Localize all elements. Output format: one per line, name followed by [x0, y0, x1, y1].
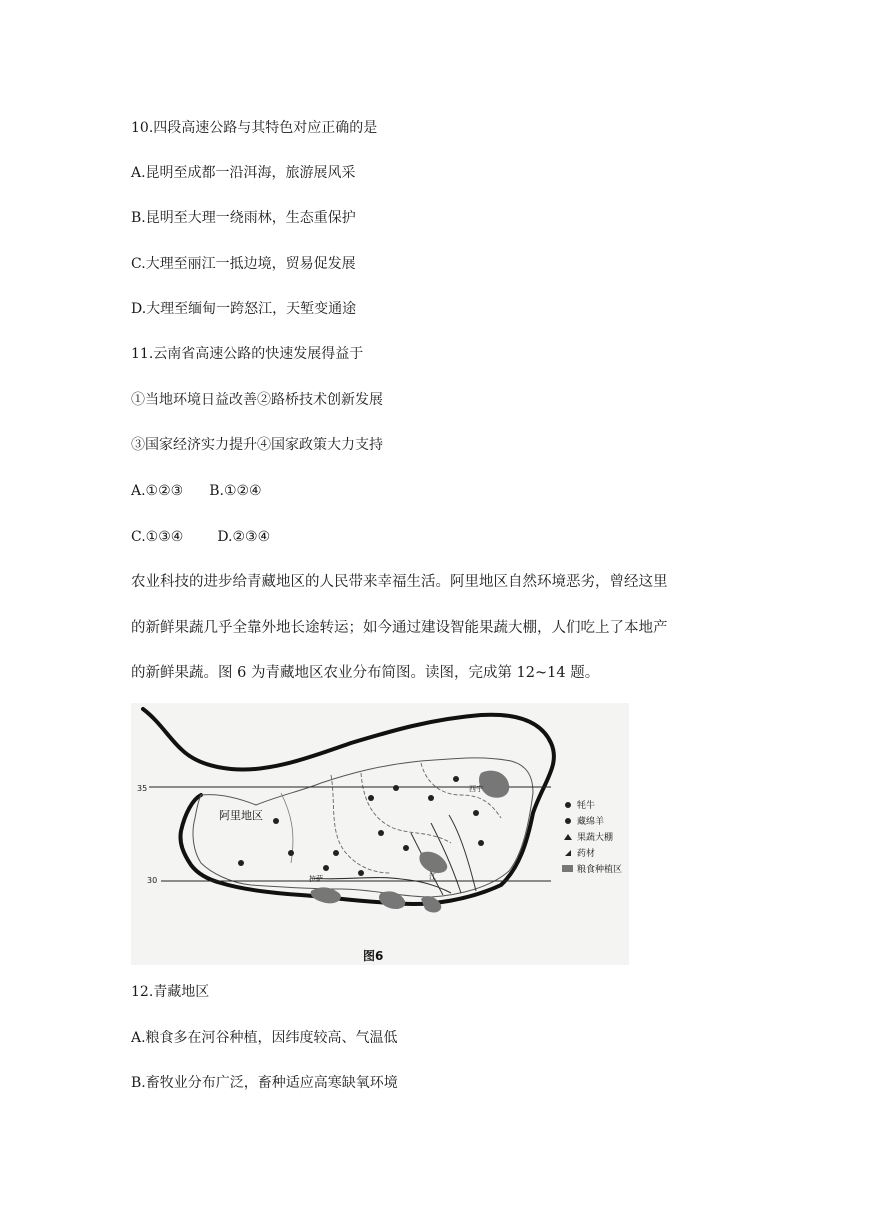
passage-line-1: 农业科技的进步给青藏地区的人民带来幸福生活。阿里地区自然环境恶劣，曾经这里: [131, 574, 668, 590]
xining-label: 西宁: [469, 785, 483, 793]
q10-option-a: A.昆明至成都一沿洱海，旅游展风采: [131, 165, 356, 181]
q11-stem: 11.云南省高速公路的快速发展得益于: [131, 346, 364, 362]
legend-greenhouse: 果蔬大棚: [577, 833, 614, 843]
map-legend: [562, 799, 622, 875]
lhasa-label: 拉萨: [309, 875, 323, 883]
q12-option-a: A.粮食多在河谷种植，因纬度较高、气温低: [131, 1030, 398, 1046]
herb-icon: [565, 850, 571, 856]
q11-options-ab: [131, 481, 262, 501]
grain-area: [479, 771, 509, 798]
grain-area: [419, 852, 447, 873]
legend-grain: 粮食种植区: [577, 865, 623, 875]
yak-icon: [565, 802, 571, 808]
q11-option-d: D.②③④: [217, 529, 271, 545]
passage-line-2: 的新鲜果蔬几乎全靠外地长途转运；如今通过建设智能果蔬大棚，人们吃上了本地产: [131, 620, 668, 636]
grain-area: [379, 891, 405, 909]
figure-caption: 图6: [363, 949, 384, 963]
grain-area-icon: [562, 865, 573, 872]
grain-area: [311, 887, 341, 903]
latitude-30-label: 30: [147, 876, 158, 885]
internal-boundary: [361, 773, 451, 843]
q10-stem: 10.四段高速公路与其特色对应正确的是: [131, 120, 378, 136]
q11-option-c: C.①③④: [131, 529, 184, 545]
q10-option-b: B.昆明至大理一绕雨林，生态重保护: [131, 210, 356, 226]
legend-yak: 牦牛: [577, 801, 596, 811]
map-symbols: [238, 776, 484, 876]
q12-option-b: B.畜牧业分布广泛，畜种适应高寒缺氧环境: [131, 1075, 398, 1091]
ali-region-label: 阿里地区: [219, 809, 263, 822]
region-boundary: [143, 709, 554, 904]
river-label: 江: [429, 873, 436, 881]
q11-statements-1: ①当地环境日益改善②路桥技术创新发展: [131, 392, 383, 408]
legend-herb: 药材: [577, 849, 596, 859]
q11-options-cd: [131, 527, 270, 547]
q11-option-a: A.①②③: [131, 483, 184, 499]
greenhouse-icon: [564, 834, 572, 840]
q10-option-d: D.大理至缅甸一跨怒江，天堑变通途: [131, 301, 357, 317]
grain-area: [421, 896, 441, 912]
q12-stem: 12.青藏地区: [131, 984, 210, 1000]
sheep-icon: [565, 818, 571, 824]
passage-line-3: 的新鲜果蔬。图 6 为青藏地区农业分布简图。读图，完成第 12~14 题。: [131, 665, 600, 681]
q11-statements-2: ③国家经济实力提升④国家政策大力支持: [131, 437, 383, 453]
internal-boundary: [331, 775, 391, 873]
figure-6-map: [131, 703, 629, 965]
q11-option-b: B.①②④: [209, 483, 262, 499]
latitude-35-label: 35: [137, 784, 148, 793]
legend-sheep: 藏绵羊: [577, 817, 605, 827]
river: [449, 815, 476, 891]
q10-option-c: C.大理至丽江一抵边境，贸易促发展: [131, 256, 356, 272]
